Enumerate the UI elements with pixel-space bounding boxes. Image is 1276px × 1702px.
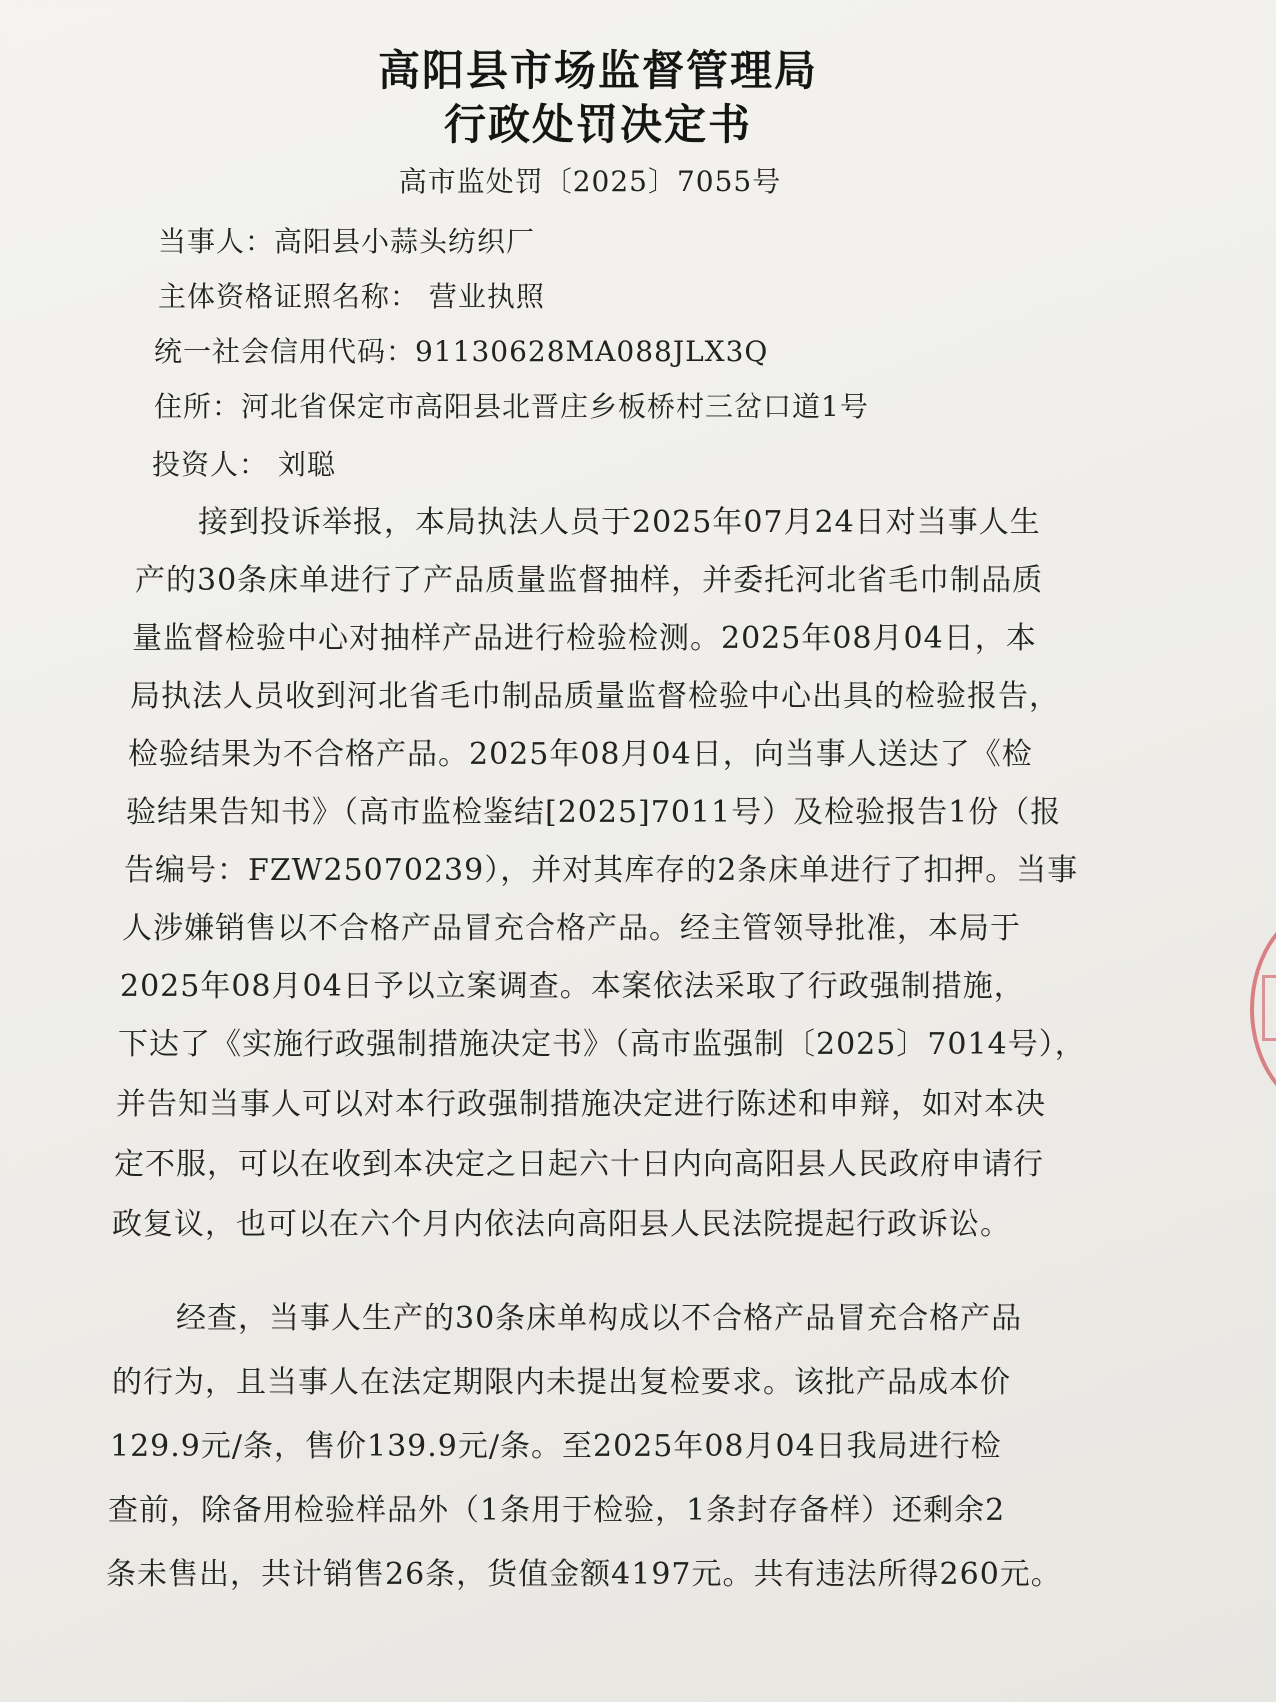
agency-title: 高阳县市场监督管理局 — [377, 46, 818, 95]
official-seal-mark — [1262, 975, 1276, 1041]
body-line: 检验结果为不合格产品。2025年08月04日，向当事人送达了《检 — [128, 737, 1033, 772]
body-line: 政复议，也可以在六个月内依法向高阳县人民法院提起行政诉讼。 — [112, 1207, 1011, 1242]
address-field: 住所：河北省保定市高阳县北晋庄乡板桥村三岔口道1号 — [154, 390, 869, 423]
body-line: 并告知当事人可以对本行政强制措施决定进行陈述和申辩，如对本决 — [116, 1087, 1046, 1122]
body-line: 129.9元/条，售价139.9元/条。至2025年08月04日我局进行检 — [110, 1429, 1002, 1464]
license-field: 主体资格证照名称： 营业执照 — [158, 280, 545, 313]
body-line: 量监督检验中心对抽样产品进行检验检测。2025年08月04日，本 — [132, 621, 1037, 656]
body-line: 告编号：FZW25070239），并对其库存的2条床单进行了扣押。当事 — [124, 853, 1079, 888]
body-line: 接到投诉举报，本局执法人员于2025年07月24日对当事人生 — [198, 505, 1041, 540]
credit-code-field: 统一社会信用代码：91130628MA088JLX3Q — [154, 335, 769, 368]
body-line: 验结果告知书》（高市监检鉴结[2025]7011号）及检验报告1份（报 — [126, 795, 1062, 830]
document-number: 高市监处罚〔2025〕7055号 — [398, 165, 782, 198]
body-line: 产的30条床单进行了产品质量监督抽样，并委托河北省毛巾制品质 — [135, 563, 1044, 598]
body-line: 定不服，可以在收到本决定之日起六十日内向高阳县人民政府申请行 — [114, 1147, 1044, 1182]
body-line: 查前，除备用检验样品外（1条用于检验，1条封存备样）还剩余2 — [108, 1493, 1006, 1528]
body-line: 条未售出，共计销售26条，货值金额4197元。共有违法所得260元。 — [106, 1557, 1062, 1592]
party-field: 当事人：高阳县小蒜头纺织厂 — [158, 225, 536, 258]
body-line: 经查，当事人生产的30条床单构成以不合格产品冒充合格产品 — [176, 1301, 1023, 1336]
body-line: 下达了《实施行政强制措施决定书》（高市监强制〔2025〕7014号）， — [118, 1027, 1086, 1062]
document-title: 行政处罚决定书 — [443, 100, 752, 149]
body-line: 的行为，且当事人在法定期限内未提出复检要求。该批产品成本价 — [112, 1365, 1011, 1400]
investor-field: 投资人： 刘聪 — [152, 448, 336, 481]
body-line: 局执法人员收到河北省毛巾制品质量监督检验中心出具的检验报告， — [130, 679, 1060, 714]
body-line: 人涉嫌销售以不合格产品冒充合格产品。经主管领导批准，本局于 — [122, 911, 1021, 946]
body-line: 2025年08月04日予以立案调查。本案依法采取了行政强制措施， — [120, 969, 1025, 1004]
